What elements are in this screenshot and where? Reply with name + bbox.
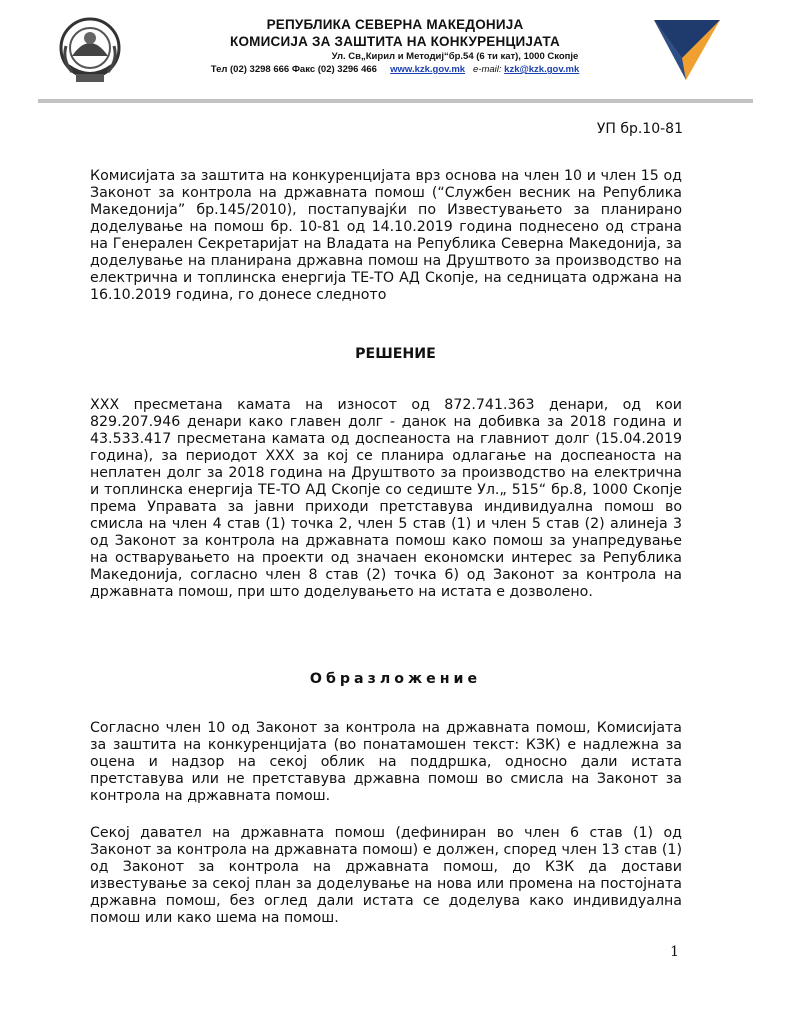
kzk-logo-icon (652, 18, 722, 82)
phone-fax: Тел (02) 3298 666 Факс (02) 3296 466 (210, 64, 377, 75)
intro-paragraph: Комисијата за заштита на конкуренцијата врз основа на член 10 и член 15 од Законот за контрола на државната помош (“Службен весник на Република Македонија” бр.145/2010), постапувајќи по Известувањето за планирано доделување на помош бр. 10-81 од 14.10.2019 година поднесено од страна на Генерален Секретаријат на Владата на Република Северна Македонија, за доделување на планирана државна помош на Друштвото за производство на електрична и топлинска енергија ТЕ-ТО АД Скопје, на седницата одржана на 16.10.2019 година, го донесе следното (90, 168, 682, 303)
coat-of-arms-icon (58, 16, 122, 90)
case-reference: УП бр.10-81 (596, 121, 683, 137)
address-line: Ул. Св„Кирил и Методиј“бр.54 (6 ти кат), 1000 Скопје (331, 51, 579, 62)
email-label: e-mail: (473, 64, 502, 75)
email-link[interactable]: kzk@kzk.gov.mk (504, 64, 580, 75)
letterhead-text (150, 16, 640, 76)
reasoning-paragraph-2: Секој давател на државната помош (дефиниран во член 6 став (1) од Законот за контрола на државната помош) е должен, според член 13 став (1) од Законот за контрола на државната помош, до КЗК да достави известување за секој план за доделување на нова или промена на постојната државна помош, без оглед дали истата се доделува како индивидуална помош или како шема на помош. (90, 825, 682, 926)
page-number: 1 (670, 944, 679, 960)
reasoning-heading: Образложение (309, 671, 482, 687)
website-link[interactable]: www.kzk.gov.mk (390, 64, 466, 75)
header-divider (38, 99, 753, 103)
commission-title: КОМИСИЈА ЗА ЗАШТИТА НА КОНКУРЕНЦИЈАТА (230, 34, 560, 49)
letterhead (0, 0, 791, 110)
country-title: РЕПУБЛИКА СЕВЕРНА МАКЕДОНИЈА (266, 17, 524, 32)
contact-line (150, 63, 640, 76)
decision-paragraph: XXX пресметана камата на износот од 872.741.363 денари, од кои 829.207.946 денари како главен долг - данок на добивка за 2018 година и 43.533.417 пресметана камата од доспеаноста на главниот долг (15.04.2019 година), за периодот XXX за кој се планира одлагање на доспеаноста на неплатен долг за 2018 година на Друштвото за производство на електрична и топлинска енергија ТЕ-ТО АД Скопје со седиште Ул.„ 515“ бр.8, 1000 Скопје према Управата за јавни приходи претставува индивидуална помош во смисла на член 4 став (1) точка 2, член 5 став (1) и член 5 став (2) алинеја 3 од Законот за контрола на државната помош како помош за унапредување на остварувањето на проекти од значаен економски интерес за Република Македонија, согласно член 8 став (2) точка 6) од Законот за контрола на државната помош, при што доделувањето на истата е дозволено. (90, 397, 682, 600)
decision-heading: РЕШЕНИЕ (355, 346, 436, 362)
reasoning-paragraph-1: Согласно член 10 од Законот за контрола на државната помош, Комисијата за заштита на конкуренцијата (во понатамошен текст: КЗК) е надлежна за оцена и надзор на секој облик на поддршка, односно дали истата претставува или не претставува државна помош во смисла на Законот за контрола на државната помош. (90, 720, 682, 804)
